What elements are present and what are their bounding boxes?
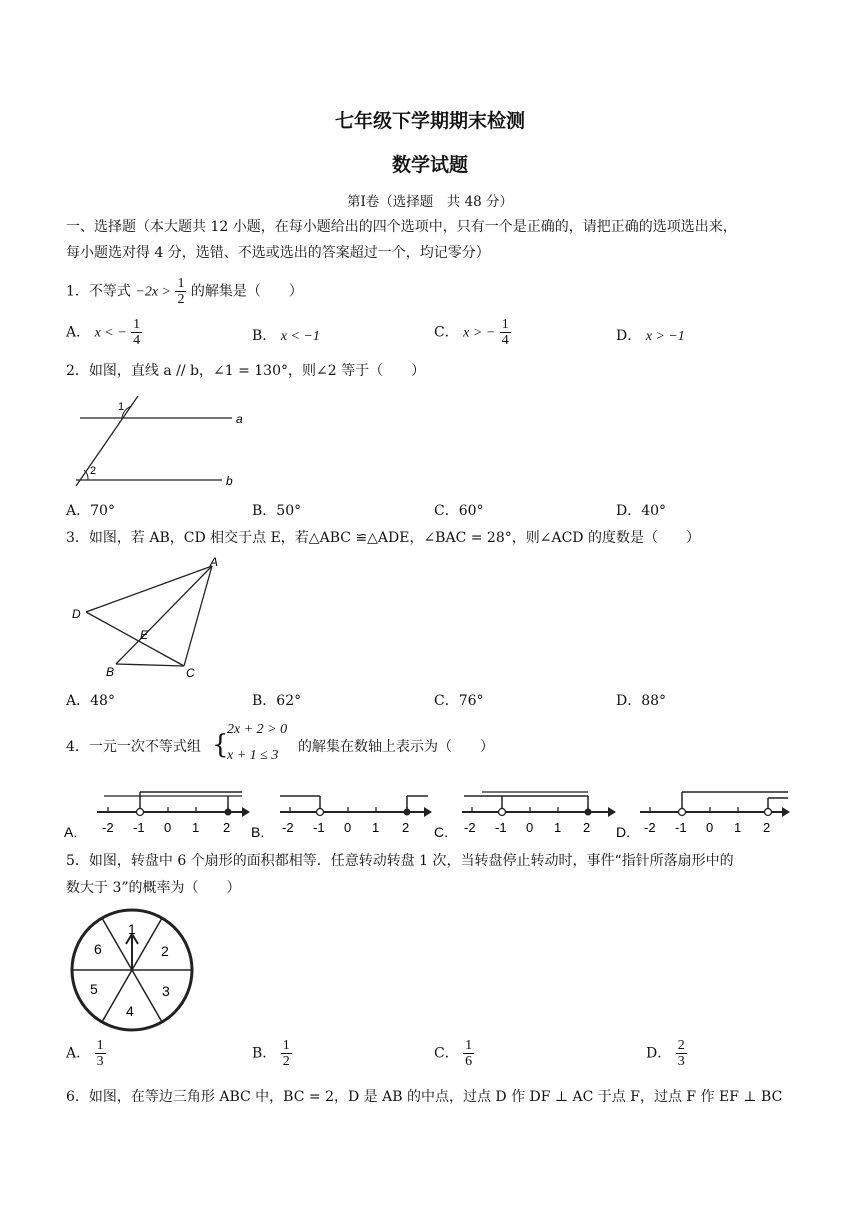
q1-c-den: 4 (501, 333, 509, 348)
q5-option-c[interactable] (434, 1038, 474, 1069)
instructions-line-1: 一、选择题（本大题共 12 小题，在每小题给出的四个选项中，只有一个是正确的，请把正确的选项选出来， (66, 219, 737, 235)
q1-option-b-text: x < −1 (280, 329, 320, 344)
number-line-c (434, 792, 616, 840)
q4-a-tick-m1: -1 (133, 820, 145, 835)
q4-system-eq-1: 2x + 2 > 0 (227, 722, 288, 737)
q1-frac-num: 1 (177, 276, 185, 291)
q1-c-num: 1 (501, 317, 509, 332)
q2-a-text: 70° (90, 503, 115, 519)
q1-frac-den: 2 (177, 292, 185, 307)
q1-option-d-label: D． (616, 328, 642, 344)
q5-option-a[interactable] (66, 1038, 106, 1069)
q4-d-tick-m1: -1 (675, 820, 687, 835)
page-title: 七年级下学期期末检测 (334, 110, 525, 132)
q5-a-frac (95, 1038, 106, 1069)
q4-c-tick-1: 1 (554, 820, 562, 835)
question-6-stem: 6．如图，在等边三角形 ABC 中，BC = 2，D 是 AB 的中点，过点 D 作 DF ⊥ AC 于点 F，过点 F 作 EF ⊥ BC (66, 1089, 783, 1105)
q2-option-d[interactable] (616, 500, 666, 520)
q5-c-num: 1 (465, 1038, 473, 1053)
q4-suffix: 的解集在数轴上表示为（ ） (298, 739, 494, 755)
q4-d-tick-1: 1 (734, 820, 742, 835)
q3-point-a: A (210, 556, 219, 569)
q3-option-d[interactable] (616, 690, 666, 710)
q2-b-text: 50° (276, 503, 302, 519)
q1-option-c-label: C． (434, 324, 459, 341)
question-1-stem (66, 276, 303, 307)
q4-c-tick-m2: -2 (464, 820, 476, 835)
q1-fraction (175, 276, 186, 307)
q2-option-b[interactable] (252, 500, 301, 520)
q4-a-tick-0: 0 (164, 820, 172, 835)
q1-option-b[interactable] (252, 325, 320, 345)
number-line-b (251, 796, 432, 840)
q3-option-b[interactable] (252, 690, 301, 710)
q2-c-text: 60° (458, 503, 484, 519)
q1-option-a-frac (131, 317, 142, 348)
q5-b-num: 1 (282, 1038, 290, 1053)
q2-angle-1: 1 (118, 401, 125, 413)
q3-c-label: C． (434, 693, 459, 709)
q4-d-tick-m2: -2 (644, 820, 656, 835)
number-line-d (616, 792, 790, 840)
q1-suffix: 的解集是（ ） (190, 283, 303, 300)
q4-a-tick-2: 2 (223, 820, 231, 835)
q5-c-label: C． (434, 1045, 459, 1062)
q5-a-label: A． (66, 1045, 91, 1062)
q3-b-label: B． (252, 693, 277, 709)
q2-angle-2: 2 (90, 465, 97, 477)
q1-option-c-text: x > − (463, 325, 496, 341)
q4-d-tick-0: 0 (706, 820, 714, 835)
q5-a-den: 3 (96, 1054, 104, 1069)
q3-point-d: D (72, 607, 81, 621)
q5-b-frac (281, 1038, 292, 1069)
q1-option-b-label: B． (252, 328, 277, 344)
q2-a-label: A． (66, 503, 91, 519)
q1-option-a-label: A． (66, 324, 91, 341)
spinner-sector-1: 1 (128, 921, 136, 937)
spinner-sector-3: 3 (162, 983, 170, 999)
q4-option-d-label[interactable]: D. (616, 824, 630, 840)
spinner-sector-6: 6 (94, 941, 102, 957)
q3-d-text: 88° (641, 693, 667, 709)
q1-a-den: 4 (133, 333, 141, 348)
q5-c-frac (463, 1038, 474, 1069)
q3-option-c[interactable] (434, 690, 484, 710)
q2-d-label: D． (616, 503, 642, 519)
q4-c-tick-2: 2 (583, 820, 591, 835)
question-2-stem: 2．如图，直线 a // b，∠1 = 130°，则∠2 等于（ ） (66, 363, 426, 379)
q1-option-d-text: x > −1 (645, 329, 685, 344)
q4-system-eq-2: x + 1 ≤ 3 (227, 748, 279, 763)
number-line-a (64, 792, 250, 840)
q5-spinner-figure (66, 904, 198, 1036)
page-subtitle: 数学试题 (391, 154, 468, 176)
q1-option-d[interactable] (616, 325, 685, 345)
q1-option-a[interactable] (66, 317, 142, 348)
q4-brace: { (212, 730, 229, 760)
q4-option-c-label[interactable]: C. (434, 824, 448, 840)
q4-a-tick-1: 1 (192, 820, 200, 835)
q3-c-text: 76° (458, 693, 484, 709)
q3-b-text: 62° (276, 693, 302, 709)
q3-option-a[interactable] (66, 690, 115, 710)
q5-d-den: 3 (677, 1054, 685, 1069)
q5-d-frac (676, 1038, 687, 1069)
q2-option-a[interactable] (66, 500, 115, 520)
q3-d-label: D． (616, 693, 642, 709)
q5-d-num: 2 (677, 1038, 685, 1053)
q2-label-a: a (236, 412, 243, 426)
spinner-sector-2: 2 (161, 943, 169, 959)
q1-option-c-frac (500, 317, 511, 348)
q4-b-tick-m1: -1 (313, 820, 325, 835)
q3-a-text: 48° (90, 693, 115, 709)
q2-d-text: 40° (641, 503, 667, 519)
q4-option-a-label[interactable]: A. (64, 824, 78, 840)
q3-a-label: A． (66, 693, 91, 709)
q5-a-num: 1 (96, 1038, 104, 1053)
q2-label-b: b (226, 474, 233, 488)
spinner-sector-5: 5 (90, 981, 98, 997)
q4-a-tick-m2: -2 (102, 820, 114, 835)
instructions-line-2: 每小题选对得 4 分，选错、不选或选出的答案超过一个，均记零分） (66, 245, 490, 261)
q5-b-den: 2 (282, 1054, 290, 1069)
q1-a-num: 1 (133, 317, 141, 332)
q5-c-den: 6 (465, 1054, 473, 1069)
q4-c-tick-0: 0 (526, 820, 534, 835)
q4-prefix: 4．一元一次不等式组 (66, 739, 201, 755)
q4-b-tick-1: 1 (372, 820, 380, 835)
q3-point-c: C (186, 666, 195, 680)
q2-parallel-lines-figure (70, 392, 250, 492)
q5-option-b[interactable] (252, 1038, 292, 1069)
q5-option-d[interactable] (646, 1038, 687, 1069)
q5-d-label: D． (646, 1045, 672, 1062)
q4-numberlines-figure (62, 782, 802, 842)
q1-inequality: −2x > (135, 284, 171, 300)
q4-option-b-label[interactable]: B. (251, 824, 265, 840)
q4-c-tick-m1: -1 (495, 820, 507, 835)
q2-option-c[interactable] (434, 500, 484, 520)
question-3-stem: 3．如图，若 AB，CD 相交于点 E，若△ABC ≌△ADE，∠BAC = 28°，则∠ACD 的度数是（ ） (66, 530, 700, 546)
q3-point-b: B (106, 665, 115, 679)
q4-b-tick-m2: -2 (282, 820, 294, 835)
q3-point-e: E (140, 628, 149, 642)
q4-b-tick-2: 2 (402, 820, 410, 835)
question-5-line-1: 5．如图，转盘中 6 个扇形的面积都相等．任意转动转盘 1 次，当转盘停止转动时，事件“指针所落扇形中的 (66, 853, 734, 869)
q1-option-a-text: x < − (94, 325, 127, 341)
q2-c-label: C． (434, 503, 459, 519)
q3-triangle-figure (70, 556, 230, 684)
q4-d-tick-2: 2 (763, 820, 771, 835)
spinner-sector-4: 4 (126, 1003, 134, 1019)
section-heading: 第Ⅰ卷（选择题 共 48 分） (346, 194, 514, 210)
q2-b-label: B． (252, 503, 277, 519)
q1-option-c[interactable] (434, 317, 511, 348)
q4-b-tick-0: 0 (344, 820, 352, 835)
q5-b-label: B． (252, 1045, 277, 1062)
q1-prefix: 1．不等式 (66, 283, 131, 300)
question-5-line-2: 数大于 3”的概率为（ ） (66, 880, 241, 896)
